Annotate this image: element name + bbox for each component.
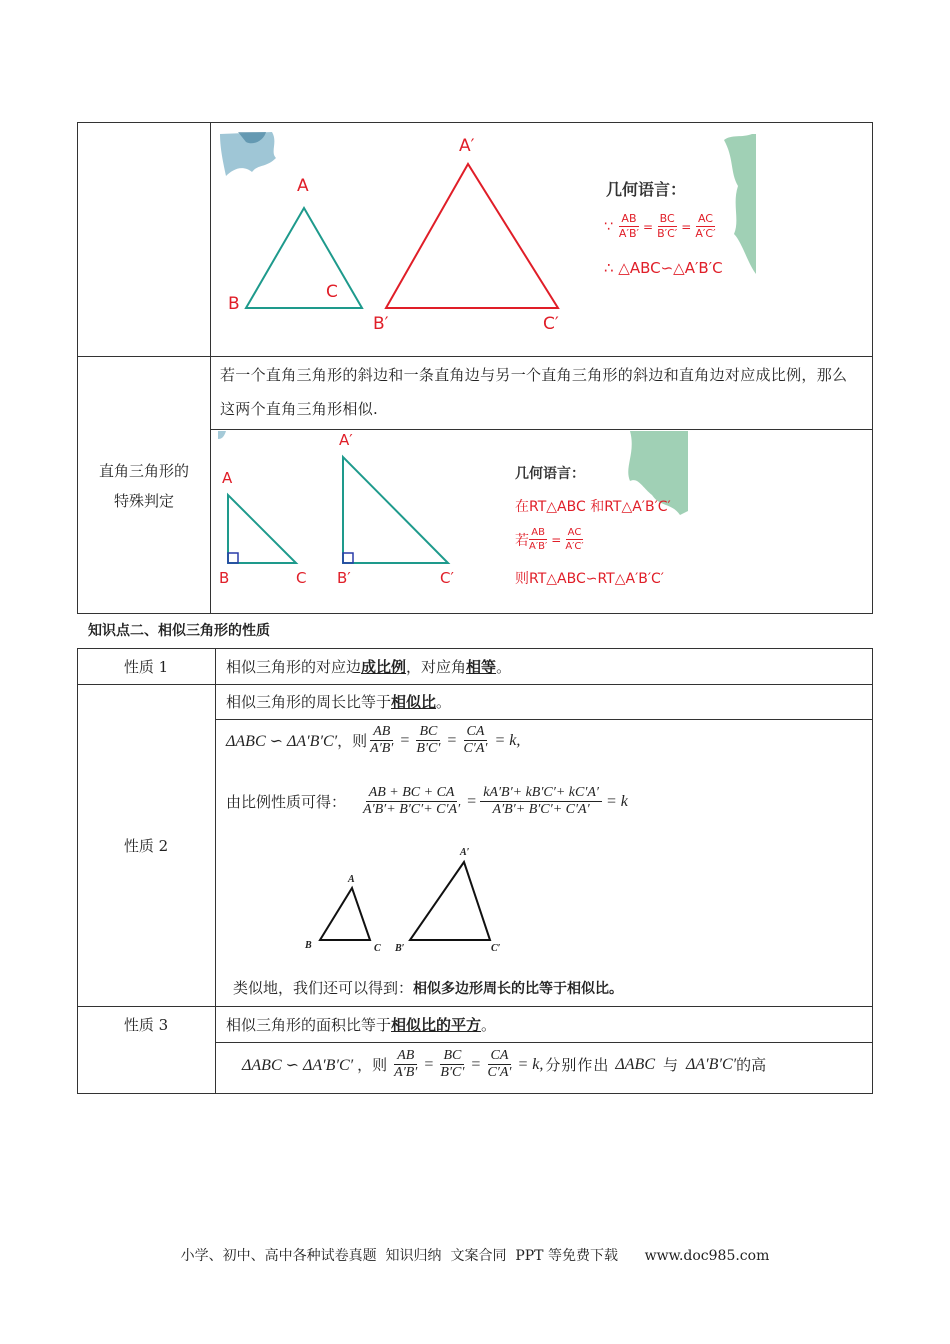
p3-frac-c-prime-a-prime: C′A′ <box>487 1065 512 1080</box>
k-perimeter-num: kA′B′+ kB′C′+ kC′A′ <box>480 785 602 802</box>
rt-label-a-prime: A′ <box>339 431 353 449</box>
note-pre: 类似地，我们还可以得到： <box>233 979 414 997</box>
label-a: A <box>297 176 309 196</box>
sss-ratio-statement: ∵ $\frac{AB}{A'B'}$ = $\frac{BC}{B'C'}$ = $\frac{AC}{A'C'}$ <box>604 212 716 240</box>
p3-frac-ca: CA <box>488 1048 512 1065</box>
property-1-post: 。 <box>496 658 512 676</box>
rt-ratio-ac-den: A′C′ <box>565 541 584 552</box>
property-3-text <box>226 1014 496 1035</box>
property-1-key-proportional: 成比例 <box>361 658 407 676</box>
p3-frac-bc: BC <box>440 1048 464 1065</box>
right-triangle-criterion-label: 直角三角形的特殊判定 <box>98 462 189 510</box>
p2-label-c: C <box>374 943 381 954</box>
perimeter-num: AB + BC + CA <box>366 785 458 802</box>
property-2-triangles <box>300 840 520 960</box>
property-2-post: 。 <box>436 693 452 711</box>
section-title: 知识点二、相似三角形的性质 <box>88 623 270 639</box>
ratio-bc-num: BC <box>659 212 675 225</box>
p3-similar-statement: ΔABC ∽ ΔA′B′C′ <box>242 1056 354 1074</box>
rt-label-a: A <box>222 469 233 487</box>
p3-height-word: 的高 <box>736 1056 767 1074</box>
property-1-pre: 相似三角形的对应边 <box>226 658 362 676</box>
triangle-a-prime-b-prime-c-prime <box>386 164 558 308</box>
rt-ratio-ab-num: AB <box>531 527 545 538</box>
perimeter-equals-k: = k <box>606 792 628 810</box>
property-3-post: 。 <box>481 1016 497 1034</box>
p2-label-a: A <box>348 874 355 885</box>
frac-ab: AB <box>370 724 393 741</box>
right-triangle-criterion-text: 若一个直角三角形的斜边和一条直角边与另一个直角三角形的斜边和直角边对应成比例，那么这两个直角三角形相似. <box>220 366 848 418</box>
p2-inner-line <box>215 719 873 720</box>
label-c-prime: C′ <box>543 314 559 334</box>
rt-label-b: B <box>219 569 230 587</box>
label-c: C <box>326 282 338 302</box>
rt-conclusion: 则RT△ABC∽RT△A′B′C′ <box>515 571 664 587</box>
property-3-key: 相似比的平方 <box>391 1016 482 1034</box>
property-2-text <box>226 691 451 712</box>
small-triangle <box>320 888 370 940</box>
table-criteria-row-divider <box>77 356 873 357</box>
property-1-key-equal: 相等 <box>466 658 497 676</box>
p3-then-word: ，则 <box>357 1056 388 1074</box>
frac-bc: BC <box>416 724 440 741</box>
frac-ca: CA <box>464 724 488 741</box>
p3-and-word: 与 <box>663 1056 679 1074</box>
property-3-equation: ΔABC ∽ ΔA′B′C′ ，则 $\frac{AB}{A'B'}$ = $\frac{BC}{B'C'}$ = $\frac{CA}{C'A'}$ = k, 分别作出 ΔABC 与 ΔA′B′C′ 的高 <box>242 1048 767 1080</box>
note-bold: 相似多边形周长的比等于相似比。 <box>413 981 624 997</box>
rt-ratio-ac-num: AC <box>567 527 582 538</box>
sss-similarity-diagram <box>212 124 870 354</box>
triangle-abc <box>246 208 362 308</box>
table-criteria-col-divider <box>210 122 211 614</box>
rt-label-b-prime: B′ <box>337 569 351 587</box>
property-3-label: 性质 3 <box>123 1016 169 1034</box>
because-symbol: ∵ <box>604 218 613 235</box>
by-proportion-property: 由比例性质可得： <box>226 793 347 811</box>
equals-k: = k, <box>494 731 521 749</box>
p2-label-b-prime: B′ <box>395 943 405 954</box>
label-b: B <box>228 294 240 314</box>
frac-a-prime-b-prime: A′B′ <box>370 741 394 756</box>
p2-label-b: B <box>305 940 312 951</box>
frac-b-prime-c-prime: B′C′ <box>416 741 441 756</box>
ratio-ab-den: A′B′ <box>618 227 639 240</box>
property-2-label: 性质 2 <box>123 837 169 855</box>
property-1-label: 性质 1 <box>123 658 169 676</box>
label-b-prime: B′ <box>373 314 389 334</box>
perimeter-den: A′B′+ B′C′+ C′A′ <box>363 802 461 817</box>
page-footer: 小学、初中、高中各种试卷真题 知识归纳 文案合同 PPT 等免费下载 www.doc985.com <box>180 1248 770 1264</box>
rt-label-c-prime: C′ <box>440 569 454 587</box>
p3-equals-k: = k, <box>517 1055 544 1073</box>
property-2-perimeter-equation: 由比例性质可得： $\frac{AB + BC + CA}{A'B'+ B'C'+ C'A'}$ = $\frac{kA'B'+ kB'C'+ kC'A'}{A'B'+ B'C'+ C'A'}$ = k <box>226 785 628 817</box>
ratio-ab-num: AB <box>621 212 637 225</box>
p2-label-c-prime: C′ <box>491 943 501 954</box>
property-2-pre: 相似三角形的周长比等于 <box>226 693 392 711</box>
p3-frac-a-prime-b-prime: A′B′ <box>394 1065 418 1080</box>
rt-ratio-ab-den: A′B′ <box>529 541 548 552</box>
p3-triangle-abc: ΔABC <box>615 1055 655 1073</box>
p3-triangle-a-prime-b-prime-c-prime: ΔA′B′C′ <box>686 1055 737 1073</box>
large-triangle <box>410 862 490 940</box>
rt-line-in: 在RT△ABC 和RT△A′B′C′ <box>515 499 671 515</box>
label-a-prime: A′ <box>459 136 475 156</box>
rt-geometry-language-title: 几何语言： <box>515 466 585 482</box>
rt-if: 若 <box>515 532 529 549</box>
property-1-mid: ，对应角 <box>406 658 467 676</box>
frac-c-prime-a-prime: C′A′ <box>463 741 488 756</box>
table-criteria-inner-divider <box>210 429 873 430</box>
p3-draw-separately: 分别作出 <box>545 1056 610 1074</box>
p3-frac-b-prime-c-prime: B′C′ <box>440 1065 465 1080</box>
p3-frac-ab: AB <box>394 1048 417 1065</box>
rt-ratio-statement: 若 $\frac{AB}{A'B'}$ = $\frac{AC}{A'C'}$ <box>515 527 584 552</box>
p3-inner-line <box>215 1042 873 1043</box>
k-perimeter-den: A′B′+ B′C′+ C′A′ <box>492 802 590 817</box>
sss-conclusion: ∴ △ABC∽△A′B′C <box>604 259 723 277</box>
property-2-ratio-equation: ΔABC ∽ ΔA′B′C′ ，则 $\frac{AB}{A'B'}$ = $\frac{BC}{B'C'}$ = $\frac{CA}{C'A'}$ = k, <box>226 724 521 756</box>
right-triangle-a-prime-b-prime-c-prime <box>343 457 448 563</box>
geometry-language-title: 几何语言： <box>606 180 687 199</box>
property-2-key: 相似比 <box>391 693 437 711</box>
ratio-ac-num: AC <box>697 212 713 225</box>
ratio-ac-den: A′C′ <box>695 227 716 240</box>
then-word: ，则 <box>337 732 368 750</box>
p2-label-a-prime: A′ <box>460 847 470 858</box>
p1-bottom-line <box>77 684 873 685</box>
similar-statement: ΔABC ∽ ΔA′B′C′ <box>226 732 338 750</box>
p2-bottom-line <box>77 1006 873 1007</box>
rt-label-c: C <box>296 569 307 587</box>
ratio-bc-den: B′C′ <box>657 227 678 240</box>
table-properties-col-divider <box>215 648 216 1094</box>
property-1-text <box>226 656 511 677</box>
property-2-polygon-note <box>233 977 623 998</box>
property-3-pre: 相似三角形的面积比等于 <box>226 1016 392 1034</box>
